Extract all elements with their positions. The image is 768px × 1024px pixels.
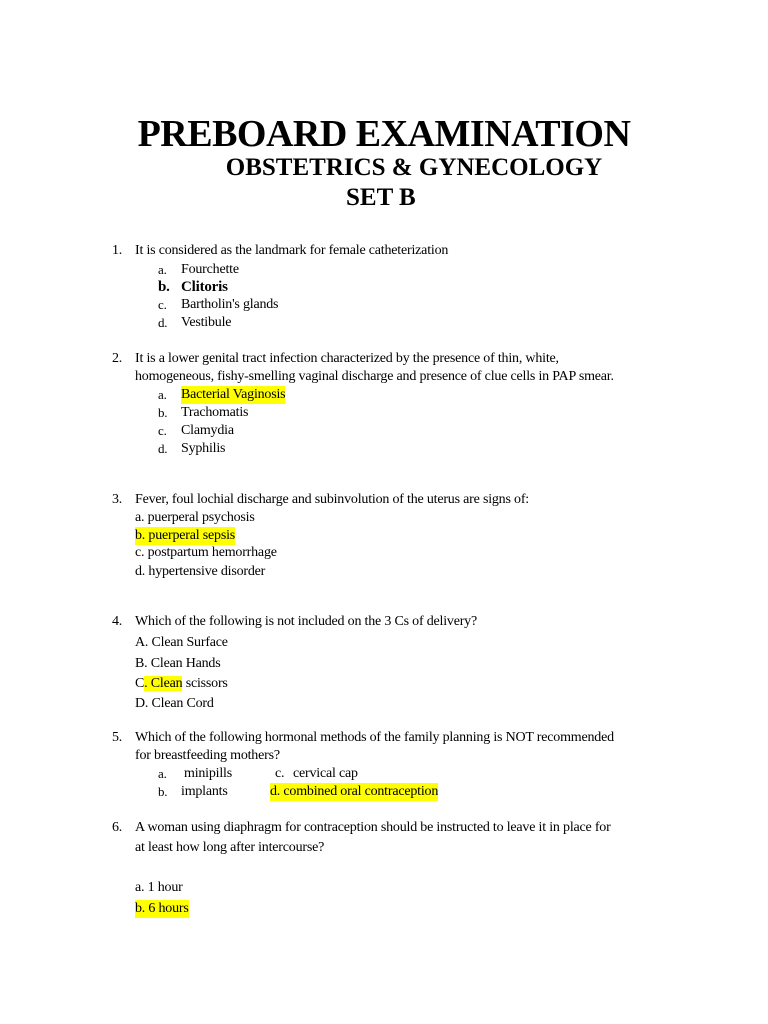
question-number: 5. [112, 730, 123, 745]
choice-letter: b. [158, 784, 168, 799]
question-text: A woman using diaphragm for contraception should be instructed to leave it in place for [135, 820, 611, 835]
choice-text-answer: b. 6 hours [135, 901, 189, 916]
choice-letter: d. [158, 441, 168, 456]
exam-title: PREBOARD EXAMINATION [137, 113, 631, 155]
choice-text: Bartholin's glands [181, 297, 279, 312]
question-text: Fever, foul lochial discharge and subinvolution of the uterus are signs of: [135, 492, 529, 507]
choice-text: D. Clean Cord [135, 696, 214, 711]
choice-letter: b. [158, 279, 170, 295]
choice-text: B. Clean Hands [135, 656, 221, 671]
choice-prefix: C [135, 676, 145, 691]
choice-letter: a. [158, 766, 167, 781]
question-text: Which of the following is not included on the 3 Cs of delivery? [135, 614, 477, 629]
question-number: 4. [112, 614, 123, 629]
choice-text: a. 1 hour [135, 880, 183, 895]
choice-text: Trachomatis [181, 405, 249, 420]
choice-text: d. hypertensive disorder [135, 564, 266, 579]
question-text: at least how long after intercourse? [135, 840, 325, 855]
choice-text: minipills [184, 766, 232, 781]
choice-letter: d. [158, 315, 168, 330]
choice-text: Clamydia [181, 423, 234, 438]
exam-subtitle: OBSTETRICS & GYNECOLOGY [225, 154, 603, 181]
question-text: homogeneous, fishy-smelling vaginal discharge and presence of clue cells in PAP smear. [135, 369, 614, 384]
choice-letter: a. [158, 387, 167, 402]
choice-letter: b. [158, 405, 168, 420]
choice-text: Syphilis [181, 441, 226, 456]
question-text: It is a lower genital tract infection characterized by the presence of thin, white, [135, 351, 559, 366]
choice-text: Vestibule [181, 315, 232, 330]
choice-text: implants [181, 784, 228, 799]
choice-text: Fourchette [181, 262, 239, 277]
choice-text-answer: Clitoris [181, 279, 228, 295]
question-number: 1. [112, 243, 123, 258]
choice-text-answer: d. combined oral contraception [270, 784, 439, 799]
question-number: 2. [112, 351, 123, 366]
choice-text-answer: b. puerperal sepsis [135, 528, 236, 543]
question-text: It is considered as the landmark for female catheterization [135, 243, 449, 258]
choice-text: a. puerperal psychosis [135, 510, 255, 525]
choice-text-answer: Bacterial Vaginosis [181, 387, 286, 402]
choice-letter: a. [158, 262, 167, 277]
question-text: Which of the following hormonal methods of the family planning is NOT recommended [135, 730, 614, 745]
choice-letter: c. [158, 297, 167, 312]
choice-suffix: scissors [182, 676, 228, 691]
question-text: for breastfeeding mothers? [135, 748, 280, 763]
choice-text: A. Clean Surface [135, 635, 228, 650]
choice-highlight: . Clean [144, 676, 183, 691]
choice-text: c. postpartum hemorrhage [135, 545, 277, 560]
question-number: 3. [112, 492, 123, 507]
choice-letter: c. [158, 423, 167, 438]
question-number: 6. [112, 820, 123, 835]
choice-letter: c. [275, 766, 285, 781]
exam-set-label: SET B [346, 184, 416, 211]
choice-text-answer [135, 675, 228, 693]
choice-text: cervical cap [293, 766, 358, 781]
